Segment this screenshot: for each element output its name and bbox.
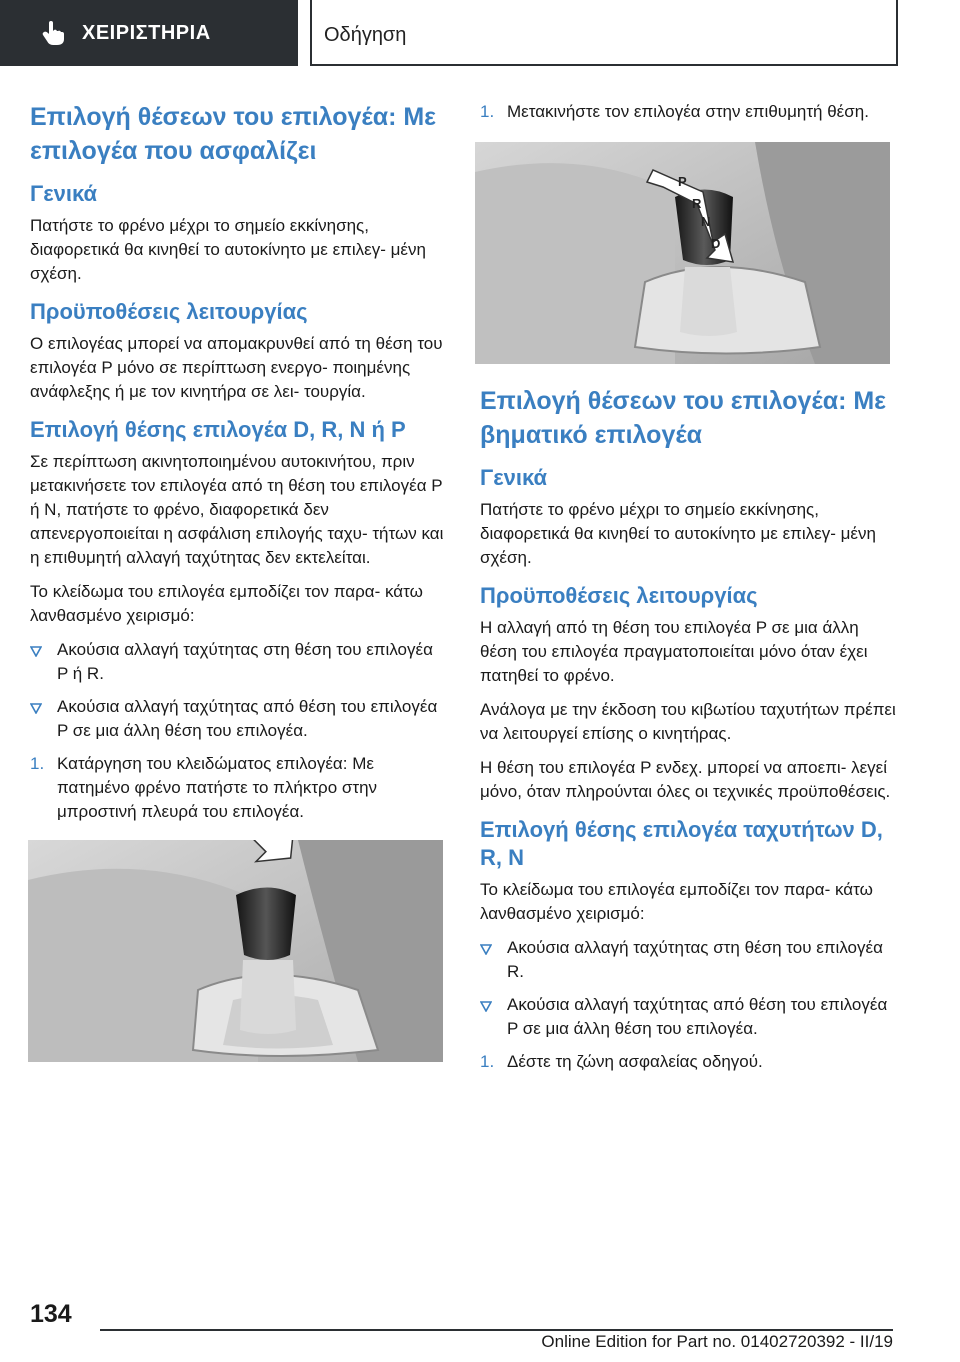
section-heading-stepping: Επιλογή θέσεων του επιλογέα: Με βηματικό επιλογέα bbox=[480, 387, 887, 449]
gear-label-d: D bbox=[711, 236, 721, 251]
step-text: Δέστε τη ζώνη ασφαλείας οδηγού. bbox=[507, 1052, 763, 1071]
subheading-prerequisites: Προϋποθέσεις λειτουργίας bbox=[30, 299, 308, 324]
step-text: Κατάργηση του κλειδώματος επιλογέα: Με πατημένο φρένο πατήστε το πλήκτρο στην μπροστινή πλευρά του επιλογέα. bbox=[57, 754, 378, 821]
chapter-title: Οδήγηση bbox=[324, 24, 407, 46]
paragraph: Ο επιλογέας μπορεί να απομακρυνθεί από τη θέση του επιλογέα P μόνο σε περίπτωση ενεργο- ποιημένης ανάφλεξης ή με τον κινητήρα σε λει- τουργία. bbox=[30, 334, 443, 401]
numbered-step bbox=[480, 100, 898, 124]
right-column bbox=[480, 100, 898, 1083]
edition-note: Online Edition for Part no. 01402720392 - II/19 bbox=[541, 1332, 893, 1351]
paragraph: Το κλείδωμα του επιλογέα εμποδίζει τον παρα- κάτω λανθασμένο χειρισμό: bbox=[480, 880, 873, 923]
footer-divider bbox=[100, 1329, 893, 1331]
page-number: 134 bbox=[30, 1300, 72, 1328]
paragraph: Σε περίπτωση ακινητοποιημένου αυτοκινήτου, πριν μετακινήσετε τον επιλογέα από τη θέση του επιλογέα P ή N, πατήστε το φρένο, διαφορετικά δεν απενεργοποιείται η ασφάλιση επιλογής ταχυ- τήτων και η επιθυμητή αλλαγή ταχύτητας δεν εκτελείται. bbox=[30, 452, 444, 567]
triangle-bullet-icon bbox=[480, 993, 507, 1041]
section-tab bbox=[0, 0, 298, 66]
list-item bbox=[30, 695, 448, 743]
numbered-step bbox=[30, 752, 448, 824]
page-header bbox=[0, 0, 960, 66]
step-number: 1. bbox=[480, 1052, 495, 1071]
gear-selector-move-image bbox=[475, 142, 890, 364]
section-heading-locking: Επιλογή θέσεων του επιλογέα: Με επιλογέα που ασφαλίζει bbox=[30, 103, 437, 165]
subheading-general: Γενικά bbox=[480, 465, 548, 490]
left-column bbox=[30, 100, 448, 1082]
list-item-text: Ακούσια αλλαγή ταχύτητας στη θέση του επιλογέα P ή R. bbox=[57, 640, 433, 683]
list-item-text: Ακούσια αλλαγή ταχύτητας στη θέση του επιλογέα R. bbox=[507, 938, 883, 981]
subheading-prerequisites: Προϋποθέσεις λειτουργίας bbox=[480, 583, 758, 608]
paragraph: Πατήστε το φρένο μέχρι το σημείο εκκίνησης, διαφορετικά θα κινηθεί το αυτοκίνητο με επιλεγ- μένη σχέση. bbox=[30, 216, 426, 283]
section-title: ΧΕΙΡΙΣΤΗΡΙΑ bbox=[82, 21, 211, 44]
numbered-step bbox=[480, 1050, 898, 1074]
step-text: Μετακινήστε τον επιλογέα στην επιθυμητή θέση. bbox=[507, 102, 869, 121]
triangle-bullet-icon bbox=[30, 695, 57, 743]
subheading-select-position: Επιλογή θέσης επιλογέα D, R, N ή P bbox=[30, 417, 406, 442]
paragraph: Πατήστε το φρένο μέχρι το σημείο εκκίνησης, διαφορετικά θα κινηθεί το αυτοκίνητο με επιλεγ- μένη σχέση. bbox=[480, 500, 876, 567]
list-item-text: Ακούσια αλλαγή ταχύτητας από θέση του επιλογέα P σε μια άλλη θέση του επιλογέα. bbox=[57, 697, 438, 740]
list-item bbox=[480, 936, 898, 984]
paragraph: Το κλείδωμα του επιλογέα εμποδίζει τον παρα- κάτω λανθασμένο χειρισμό: bbox=[30, 582, 423, 625]
list-item-text: Ακούσια αλλαγή ταχύτητας από θέση του επιλογέα P σε μια άλλη θέση του επιλογέα. bbox=[507, 995, 888, 1038]
paragraph: Η θέση του επιλογέα P ενδεχ. μπορεί να αποεπι- λεγεί μόνο, όταν πληρούνται όλες οι τεχνικές προϋποθέσεις. bbox=[480, 758, 891, 801]
gear-label-r: R bbox=[692, 196, 702, 211]
list-item bbox=[480, 993, 898, 1041]
paragraph: Η αλλαγή από τη θέση του επιλογέα P σε μια άλλη θέση του επιλογέα πραγματοποιείται μόνο όταν έχει πατηθεί το φρένο. bbox=[480, 618, 868, 685]
triangle-bullet-icon bbox=[480, 936, 507, 984]
triangle-bullet-icon bbox=[30, 638, 57, 686]
step-number: 1. bbox=[30, 754, 45, 773]
chapter-tab bbox=[310, 0, 898, 66]
gear-label-n: N bbox=[701, 214, 711, 229]
paragraph: Ανάλογα με την έκδοση του κιβωτίου ταχυτήτων πρέπει να λειτουργεί επίσης ο κινητήρας. bbox=[480, 700, 896, 743]
subheading-general: Γενικά bbox=[30, 181, 98, 206]
gear-label-p: P bbox=[678, 174, 687, 189]
step-number: 1. bbox=[480, 102, 495, 121]
gear-selector-press-image bbox=[28, 840, 443, 1062]
hand-pointer-icon bbox=[40, 20, 66, 46]
subheading-select-gear: Επιλογή θέσης επιλογέα ταχυτήτων D, R, N bbox=[480, 817, 883, 870]
list-item bbox=[30, 638, 448, 686]
